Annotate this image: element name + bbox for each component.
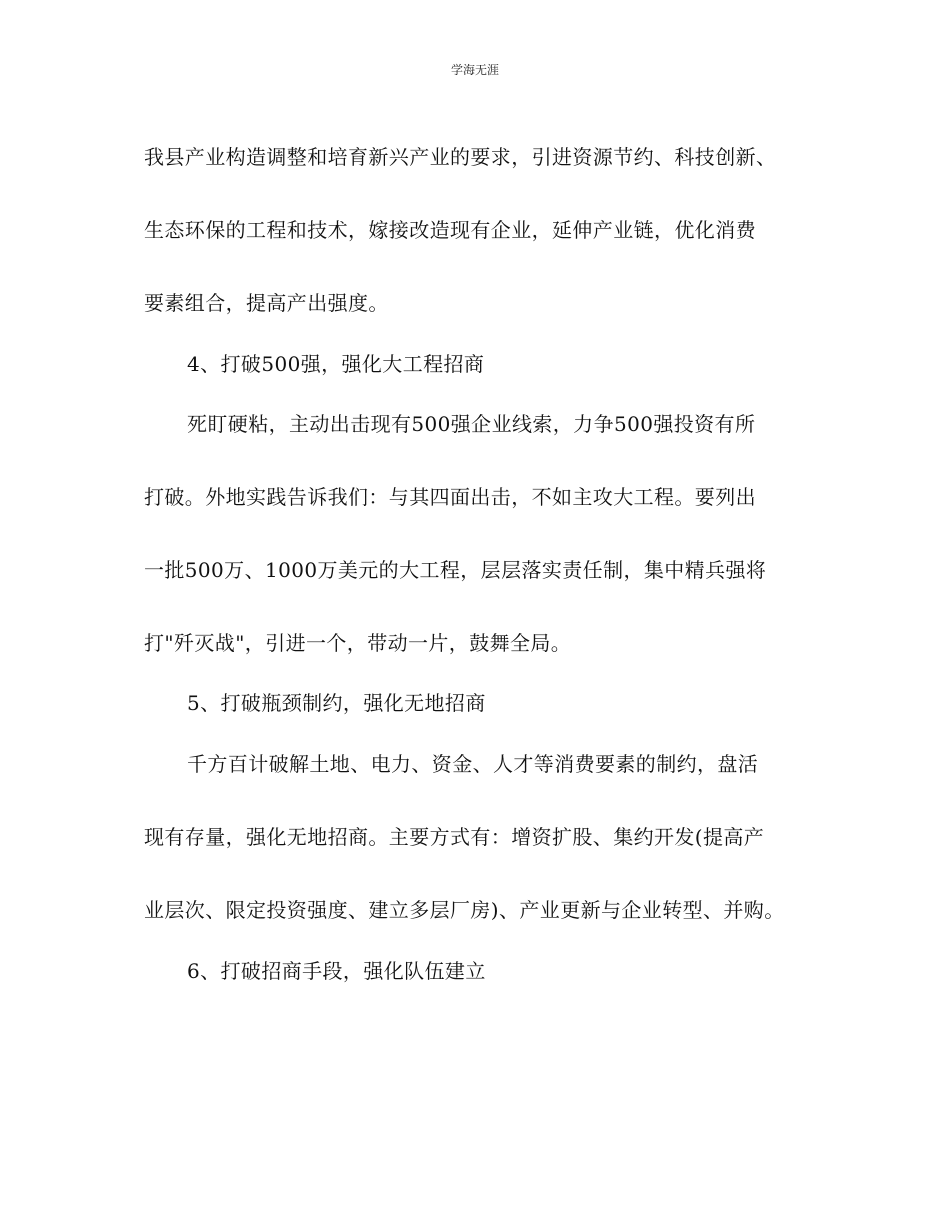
- page-header: 学海无涯: [450, 63, 499, 77]
- body-line: 打"歼灭战"，引进一个，带动一片，鼓舞全局。: [144, 631, 572, 655]
- body-line: 现有存量，强化无地招商。主要方式有：增资扩股、集约开发(提高产: [144, 825, 765, 849]
- body-line: 我县产业构造调整和培育新兴产业的要求，引进资源节约、科技创新、: [144, 145, 777, 169]
- body-line: 要素组合，提高产出强度。: [144, 291, 389, 315]
- section-heading: 6、打破招商手段，强化队伍建立: [187, 959, 486, 983]
- body-line: 一批500万、1000万美元的大工程，层层落实责任制，集中精兵强将: [144, 558, 767, 582]
- paragraph-first-line: 死盯硬粘，主动出击现有500强企业线索，力争500强投资有所: [187, 412, 756, 436]
- paragraph-first-line: 千方百计破解土地、电力、资金、人才等消费要素的制约，盘活: [187, 752, 759, 776]
- section-heading: 4、打破500强，强化大工程招商: [187, 352, 485, 376]
- body-line: 业层次、限定投资强度、建立多层厂房)、产业更新与企业转型、并购。: [144, 898, 785, 922]
- body-line: 打破。外地实践告诉我们：与其四面出击，不如主攻大工程。要列出: [144, 485, 756, 509]
- body-line: 生态环保的工程和技术，嫁接改造现有企业，延伸产业链，优化消费: [144, 218, 756, 242]
- section-heading: 5、打破瓶颈制约，强化无地招商: [187, 691, 486, 715]
